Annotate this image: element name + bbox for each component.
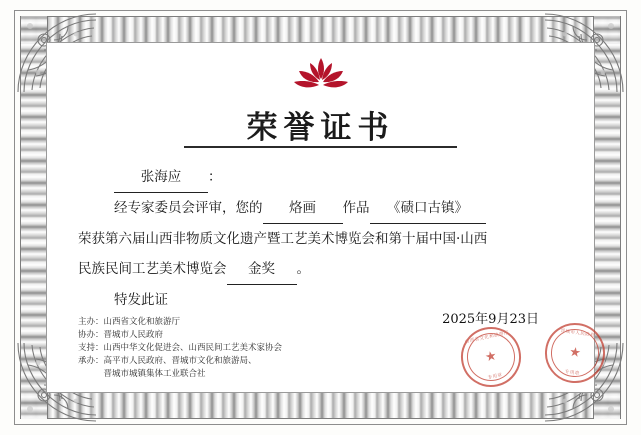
page-title: 荣誉证书 [246, 110, 395, 146]
title-underline [184, 146, 457, 148]
award-line-3-post: 。 [296, 261, 310, 277]
seal-host-top-text: 晋城市人民政府 [560, 328, 596, 339]
award-line-4: 特发此证 [114, 292, 168, 308]
footer-line-organizer-1: 承办：高平市人民政府、晋城市文化和旅游局、 [78, 356, 257, 366]
lotus-icon [286, 54, 356, 100]
award-line-1-pre: 经专家委员会评审，您的 [114, 200, 263, 216]
seal-organizer-bottom-text: 专用章 [487, 373, 504, 382]
star-icon: ★ [483, 348, 499, 366]
issue-date: 2025年9月23日 [442, 312, 539, 327]
recipient-name: 张海应 [114, 162, 208, 193]
organizer-footer [78, 316, 282, 381]
prize-blank: 金奖 [227, 254, 297, 285]
border-band-bottom [20, 391, 621, 419]
seal-host-bottom-text: 专用章 [564, 369, 580, 377]
seal-organizer-top-text: 山西省文化和旅游厅 [464, 330, 510, 346]
award-line-3 [78, 254, 563, 285]
award-line-3-pre: 民族民间工艺美术博览会 [78, 261, 227, 277]
award-line-2: 荣获第六届山西非物质文化遗产暨工艺美术博览会和第十届中国·山西 [78, 231, 488, 247]
footer-line-support: 支持：山西中华文化促进会、山西民间工艺美术家协会 [78, 343, 283, 353]
recipient-suffix: ： [208, 169, 222, 185]
work-title-blank: 《碛口古镇》 [370, 193, 486, 224]
footer-line-cohost: 协办：晋城市人民政府 [78, 330, 164, 340]
recipient-line [78, 162, 563, 193]
award-line-1 [78, 193, 563, 224]
border-band-top [20, 16, 621, 44]
star-icon: ★ [568, 344, 582, 362]
craft-type-blank: 烙画 [263, 193, 343, 224]
award-line-1-mid: 作品 [342, 200, 370, 216]
footer-line-organizer-2: 晋城市城镇集体工业联合社 [78, 369, 206, 379]
certificate-body [78, 162, 563, 315]
footer-line-host: 主办：山西省文化和旅游厅 [78, 317, 181, 327]
